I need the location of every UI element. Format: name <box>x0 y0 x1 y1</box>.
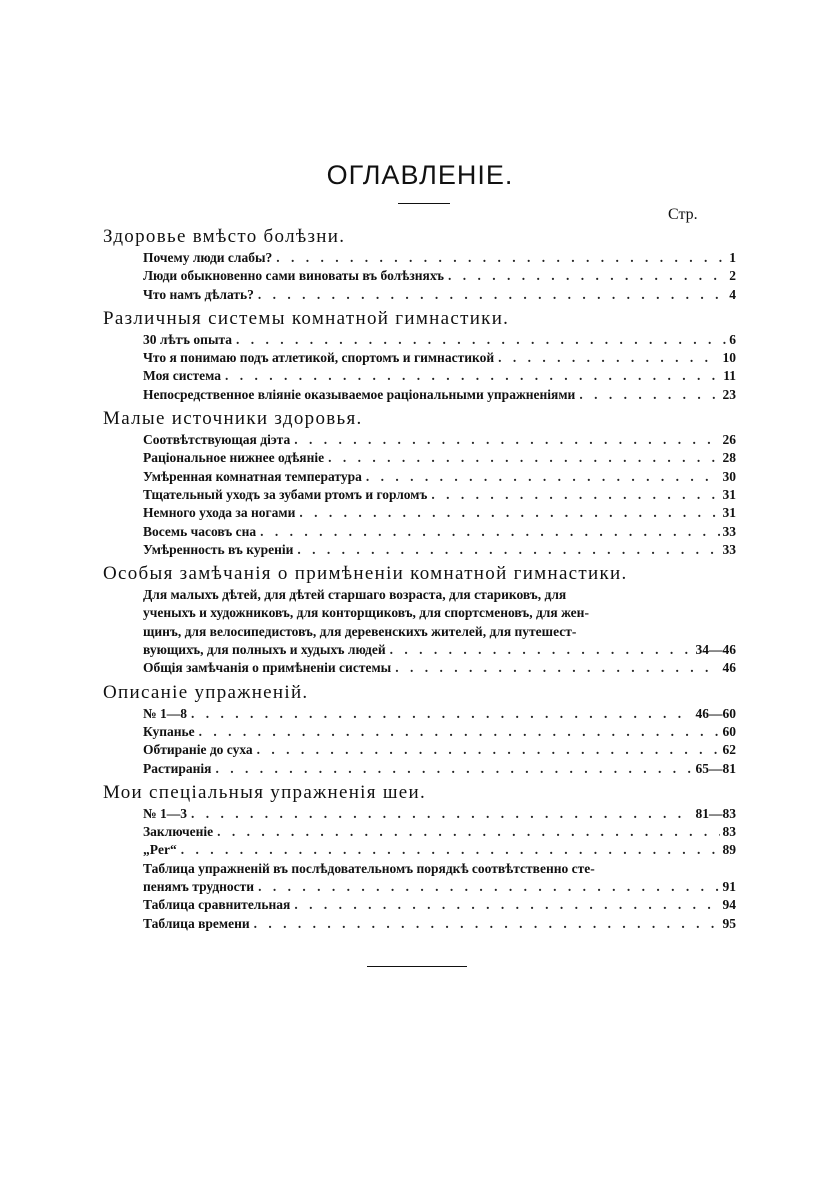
section-entries <box>143 431 736 559</box>
toc-entry[interactable]: „Per“ . . . 89 <box>143 841 736 859</box>
toc-entry[interactable]: Таблица времени . . . 95 <box>143 915 736 933</box>
toc-entry[interactable]: Моя система . . . 11 <box>143 367 736 385</box>
toc-entry[interactable]: вующихъ, для полныхъ и худыхъ людей . . . 34—46 <box>143 641 736 659</box>
section-entries <box>143 331 736 404</box>
toc-entry[interactable]: Общія замѣчанія о примѣненіи системы . . . 46 <box>143 659 736 677</box>
toc-entry[interactable]: Тщательный уходъ за зубами ртомъ и горломъ . . . 31 <box>143 486 736 504</box>
toc-entry[interactable]: Заключеніе . . . 83 <box>143 823 736 841</box>
toc-entry-line: Для малыхъ дѣтей, для дѣтей старшаго возраста, для стариковъ, для <box>143 587 567 603</box>
section-heading: Здоровье вмѣсто болѣзни. <box>103 226 346 247</box>
toc-entry[interactable]: Восемь часовъ сна . . . 33 <box>143 523 736 541</box>
toc-entry[interactable]: пенямъ трудности . . . 91 <box>143 878 736 896</box>
toc-entry[interactable]: 30 лѣтъ опыта . . . 6 <box>143 331 736 349</box>
toc-entry[interactable]: № 1—3 . . . 81—83 <box>143 805 736 823</box>
section-entries <box>143 805 736 933</box>
toc-entry-line: Таблица упражненій въ послѣдовательномъ порядкѣ соотвѣтственно сте- <box>143 860 595 876</box>
toc-entry[interactable]: Что намъ дѣлать? . . . 4 <box>143 286 736 304</box>
page-column-label: Стр. <box>668 206 698 223</box>
section-heading: Различныя системы комнатной гимнастики. <box>103 307 510 329</box>
end-divider <box>367 966 467 967</box>
table-of-contents <box>103 222 739 933</box>
toc-entry[interactable]: Растиранія . . . 65—81 <box>143 760 736 778</box>
section-entries <box>143 705 736 778</box>
toc-entry[interactable]: Умѣренность въ куреніи . . . 33 <box>143 541 736 559</box>
section-heading: Малые источники здоровья. <box>103 408 363 430</box>
toc-entry-line: щинъ, для велосипедистовъ, для деревенскихъ жителей, для путешест- <box>143 623 577 639</box>
title-divider <box>398 203 450 204</box>
section-entries <box>143 249 736 304</box>
toc-entry[interactable]: № 1—8 . . . 46—60 <box>143 705 736 723</box>
section-heading: Мои спеціальныя упражненія шеи. <box>103 781 427 803</box>
toc-entry[interactable]: Купанье . . . 60 <box>143 723 736 741</box>
toc-entry[interactable]: Обтираніе до суха . . . 62 <box>143 741 736 759</box>
toc-entry[interactable]: Почему люди слабы? . . . 1 <box>143 249 736 267</box>
toc-entry-line: ученыхъ и художниковъ, для конторщиковъ, для спортсменовъ, для жен- <box>143 605 589 621</box>
section-heading: Особыя замѣчанія о примѣненіи комнатной гимнастики. <box>103 563 628 585</box>
toc-entry[interactable]: Раціональное нижнее одѣяніе . . . 28 <box>143 449 736 467</box>
section-heading: Описаніе упражненій. <box>103 681 309 703</box>
toc-entry[interactable]: Немного ухода за ногами . . . 31 <box>143 504 736 522</box>
toc-entry[interactable]: Таблица сравнительная . . . 94 <box>143 896 736 914</box>
toc-entry[interactable]: Соотвѣтствующая діэта . . . 26 <box>143 431 736 449</box>
toc-entry[interactable]: Люди обыкновенно сами виноваты въ болѣзняхъ . . . 2 <box>143 267 736 285</box>
toc-entry[interactable]: Умѣренная комнатная температура . . . 30 <box>143 468 736 486</box>
toc-entry[interactable]: Непосредственное вліяніе оказываемое раціональными упражненіями . . . 23 <box>143 386 736 404</box>
section-entries <box>143 586 736 677</box>
page-title: ОГЛАВЛЕНІЕ. <box>326 160 514 190</box>
toc-entry[interactable]: Что я понимаю подъ атлетикой, спортомъ и гимнастикой . . . 10 <box>143 349 736 367</box>
